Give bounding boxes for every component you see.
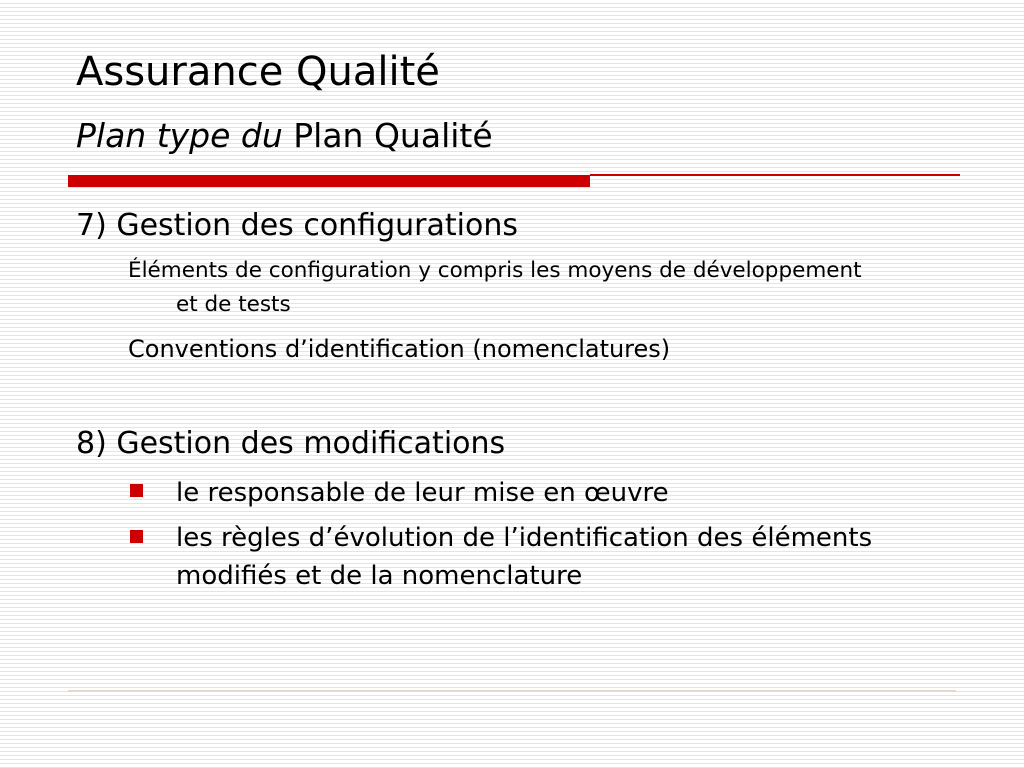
list-item: Éléments de configuration y compris les moyens de développement et de tests: [128, 258, 862, 317]
slide-title: Assurance Qualité: [76, 49, 440, 95]
section-heading-configurations: 7) Gestion des configurations: [76, 208, 518, 243]
subtitle-italic-part: Plan type du: [76, 116, 283, 155]
list-item: Conventions d’identification (nomenclatures): [128, 335, 671, 363]
title-underline-thin: [590, 174, 960, 176]
section-heading-modifications: 8) Gestion des modifications: [76, 426, 506, 461]
subtitle-normal-part: Plan Qualité: [293, 116, 493, 155]
title-underline-thick: [68, 175, 590, 187]
square-bullet-icon: [130, 530, 143, 543]
slide-subtitle: [76, 112, 493, 160]
list-item: les règles d’évolution de l’identification des éléments modifiés et de la nomenclature: [176, 523, 873, 591]
list-item: le responsable de leur mise en œuvre: [176, 478, 669, 508]
footer-divider: [68, 690, 956, 692]
square-bullet-icon: [130, 484, 143, 497]
